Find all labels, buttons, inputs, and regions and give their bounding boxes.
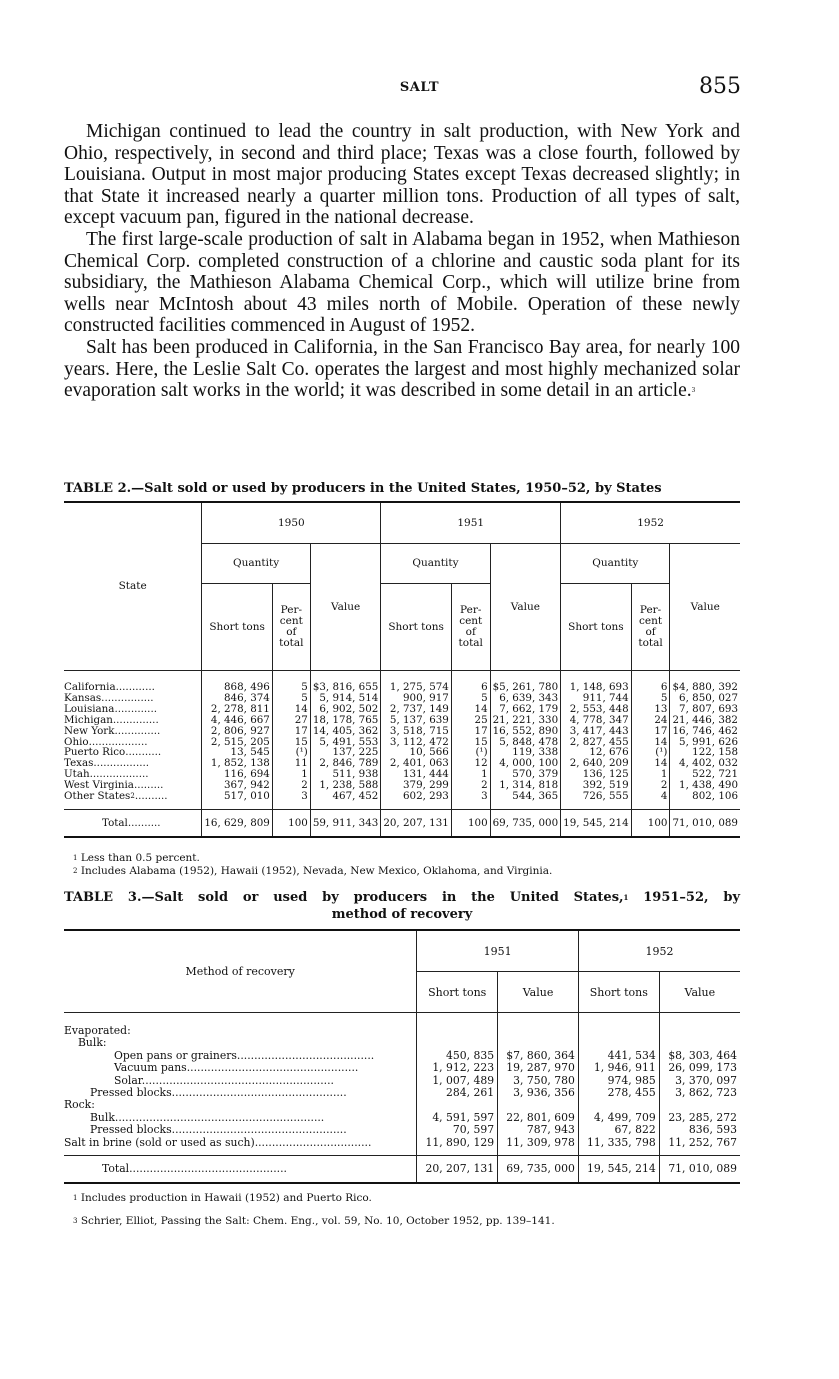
table-cell: 1 [451, 769, 490, 780]
table-cell: 17 [631, 726, 670, 737]
method-label [64, 1137, 417, 1156]
table-cell: 802, 106 [670, 791, 740, 809]
table-cell [578, 1037, 659, 1049]
table-cell: 11, 309, 978 [498, 1137, 579, 1156]
leader-dots: ........................................................ [141, 1073, 334, 1087]
method-label-text: Open pans or grainers [114, 1048, 237, 1062]
footnote-mark: 1 [73, 854, 78, 862]
table-cell: 71, 010, 089 [659, 1156, 740, 1184]
table-row [64, 791, 740, 809]
table-cell [659, 1013, 740, 1038]
table-cell: 522, 721 [670, 769, 740, 780]
leader-dots: ................. [93, 757, 150, 770]
table-cell [578, 1013, 659, 1038]
state-label: Other States [64, 790, 131, 803]
table-row [64, 737, 740, 748]
table-cell: 19, 287, 970 [498, 1062, 579, 1074]
table-cell [417, 1099, 498, 1111]
table-cell: 3, 750, 780 [498, 1075, 579, 1087]
table-cell: 2 [272, 780, 310, 791]
table-cell: 5 [272, 693, 310, 704]
method-label [64, 1013, 417, 1038]
table-cell: 5 [631, 693, 670, 704]
table-cell: 726, 555 [561, 791, 632, 809]
table-cell: 6 [451, 671, 490, 693]
table-cell: 5 [272, 671, 310, 693]
table-cell: 6 [631, 671, 670, 693]
body-text [64, 121, 740, 402]
method-label-text: Pressed blocks [90, 1086, 172, 1100]
table-cell: 1 [631, 769, 670, 780]
state-label: Kansas [64, 691, 102, 704]
short-tons-header: Short tons [417, 972, 498, 1013]
table-cell: 15 [272, 737, 310, 748]
table-cell: 5, 848, 478 [490, 737, 561, 748]
table-cell: 5, 991, 626 [670, 737, 740, 748]
table3-body [64, 1013, 740, 1156]
table-cell: 4, 000, 100 [490, 758, 561, 769]
leader-dots: .................................. [254, 1135, 372, 1149]
table-cell: 100 [631, 809, 670, 837]
table-cell: 5 [451, 693, 490, 704]
table-cell: 836, 593 [659, 1124, 740, 1136]
value-header: Value [659, 972, 740, 1013]
table-cell: 12, 676 [561, 747, 632, 758]
table-row [64, 726, 740, 737]
table-cell: 5, 914, 514 [310, 693, 381, 704]
table-cell: 3 [272, 791, 310, 809]
table-cell: 2 [451, 780, 490, 791]
table3 [64, 929, 740, 1184]
table-row [64, 671, 740, 693]
footnote [73, 852, 733, 865]
table-cell: 787, 943 [498, 1124, 579, 1136]
total-label-text: Total [102, 1161, 130, 1175]
total-label: Total.......... [64, 809, 202, 837]
table-row [64, 1087, 740, 1099]
table3-title-line2: method of recovery [331, 907, 473, 922]
table-cell: 4, 591, 597 [417, 1112, 498, 1124]
table-cell: 1, 852, 138 [202, 758, 273, 769]
table-cell: 70, 597 [417, 1124, 498, 1136]
table-cell: 13, 545 [202, 747, 273, 758]
table-cell: 974, 985 [578, 1075, 659, 1087]
table-cell: 12 [451, 758, 490, 769]
table-cell: 15 [451, 737, 490, 748]
table-cell: 3, 370, 097 [659, 1075, 740, 1087]
state-label: Puerto Rico [64, 746, 126, 759]
table-cell: 7, 662, 179 [490, 704, 561, 715]
total-label: Total.............................................. [64, 1156, 417, 1184]
table-cell: 4, 499, 709 [578, 1112, 659, 1124]
table-cell: (¹) [451, 747, 490, 758]
table-cell: 6, 902, 502 [310, 704, 381, 715]
year-header-1952: 1952 [561, 502, 740, 544]
table-cell: 5, 491, 553 [310, 737, 381, 748]
table-cell: 16, 746, 462 [670, 726, 740, 737]
footnote-ref-3: 3 [691, 386, 696, 395]
state-label: West Virginia [64, 779, 134, 792]
table3-title-line1 [64, 889, 740, 906]
method-label-text: Bulk [90, 1110, 115, 1124]
short-tons-header: Short tons [381, 584, 452, 671]
table-row [64, 1013, 740, 1038]
table-cell: 3, 936, 356 [498, 1087, 579, 1099]
table-cell: 1, 238, 588 [310, 780, 381, 791]
table-cell: (¹) [272, 747, 310, 758]
table-row [64, 1156, 740, 1184]
table-cell: $7, 860, 364 [498, 1050, 579, 1062]
footnote [73, 865, 733, 878]
method-label-text: Salt in brine (sold or used as such) [64, 1135, 255, 1149]
table-cell: 25 [451, 715, 490, 726]
leader-dots: ............ [115, 681, 155, 693]
table-cell: 7, 807, 693 [670, 704, 740, 715]
table3-footnotes [73, 1192, 733, 1228]
method-column-header: Method of recovery [64, 930, 417, 1013]
short-tons-header: Short tons [202, 584, 273, 671]
table-cell: 1, 912, 223 [417, 1062, 498, 1074]
quantity-header: Quantity [381, 544, 490, 584]
table-cell: 1, 007, 489 [417, 1075, 498, 1087]
footnote-text: Includes Alabama (1952), Hawaii (1952), Nevada, New Mexico, Oklahoma, and Virginia. [80, 865, 553, 877]
footnote-mark: 2 [130, 792, 135, 801]
table-cell: 116, 694 [202, 769, 273, 780]
table3-title-part: TABLE 3.—Salt sold or used by producers in the United States, [64, 890, 624, 905]
table-cell: 2, 401, 063 [381, 758, 452, 769]
state-name [64, 671, 202, 693]
table-cell: 11, 335, 798 [578, 1137, 659, 1156]
table-cell: 1, 438, 490 [670, 780, 740, 791]
leader-dots: .......... [134, 790, 168, 803]
table-cell: 1 [272, 769, 310, 780]
footnote [73, 1192, 733, 1205]
table-cell: 2, 846, 789 [310, 758, 381, 769]
method-label-text: Solar [114, 1073, 142, 1087]
table-cell: 2, 827, 455 [561, 737, 632, 748]
table-cell: 6, 850, 027 [670, 693, 740, 704]
page-footnote [73, 1215, 733, 1228]
table-cell: 14 [631, 758, 670, 769]
table-cell: 392, 519 [561, 780, 632, 791]
table-cell: 511, 938 [310, 769, 381, 780]
table-cell: (¹) [631, 747, 670, 758]
table2-total [64, 809, 740, 837]
table-cell: 3, 417, 443 [561, 726, 632, 737]
method-label-text: Evaporated: [64, 1024, 131, 1037]
table-cell: 69, 735, 000 [498, 1156, 579, 1184]
table-cell: 17 [451, 726, 490, 737]
table-cell: 1, 946, 911 [578, 1062, 659, 1074]
table-cell: 14 [272, 704, 310, 715]
table2 [64, 501, 740, 838]
table3-title-part: 1951–52, by [628, 890, 740, 905]
footnote-mark: 2 [73, 867, 78, 875]
table3-title-text [64, 890, 740, 905]
table-cell: 3, 862, 723 [659, 1087, 740, 1099]
table-cell: 71, 010, 089 [670, 809, 740, 837]
table-cell: 19, 545, 214 [578, 1156, 659, 1184]
table-cell: 846, 374 [202, 693, 273, 704]
table-cell: 24 [631, 715, 670, 726]
table-cell: 13 [631, 704, 670, 715]
table-cell: 4, 402, 032 [670, 758, 740, 769]
table-cell: 27 [272, 715, 310, 726]
short-tons-header: Short tons [561, 584, 632, 671]
table-cell: 4, 446, 667 [202, 715, 273, 726]
value-header: Value [310, 544, 381, 671]
table-cell: 131, 444 [381, 769, 452, 780]
table-cell: 450, 835 [417, 1050, 498, 1062]
table-row [64, 758, 740, 769]
table-cell: 59, 911, 343 [310, 809, 381, 837]
footnote-text: Schrier, Elliot, Passing the Salt: Chem. Eng., vol. 59, No. 10, October 1952, pp. 139–141. [80, 1215, 555, 1227]
table-cell: $8, 303, 464 [659, 1050, 740, 1062]
footnote-mark: 1 [73, 1194, 78, 1202]
table-cell: 379, 299 [381, 780, 452, 791]
footnote-text: Includes production in Hawaii (1952) and Puerto Rico. [80, 1192, 372, 1204]
table-cell: 2, 515, 205 [202, 737, 273, 748]
state-label: Utah [64, 768, 90, 781]
table-cell: 136, 125 [561, 769, 632, 780]
table-cell: 16, 552, 890 [490, 726, 561, 737]
table-cell: 441, 534 [578, 1050, 659, 1062]
table-cell [498, 1099, 579, 1111]
table-cell [417, 1013, 498, 1038]
table-row [64, 809, 740, 837]
table-cell: $4, 880, 392 [670, 671, 740, 693]
state-name [64, 791, 202, 809]
table-cell: 911, 744 [561, 693, 632, 704]
year-header-1951: 1951 [381, 502, 561, 544]
table-cell: 544, 365 [490, 791, 561, 809]
table-cell: 11 [272, 758, 310, 769]
state-label: Louisiana [64, 702, 115, 715]
leader-dots: ................ [101, 691, 154, 704]
table-cell: 119, 338 [490, 747, 561, 758]
table-cell: 23, 285, 272 [659, 1112, 740, 1124]
table-cell: 2 [631, 780, 670, 791]
state-label: California [64, 681, 116, 693]
running-head [0, 74, 839, 104]
total-label-text: Total [102, 816, 128, 829]
value-header: Value [490, 544, 561, 671]
leader-dots: .................. [88, 735, 148, 748]
table-cell: 1, 148, 693 [561, 671, 632, 693]
table-cell: 20, 207, 131 [417, 1156, 498, 1184]
table-cell: 868, 496 [202, 671, 273, 693]
table-cell: 1, 275, 574 [381, 671, 452, 693]
table-cell [659, 1037, 740, 1049]
method-label-text: Vacuum pans [114, 1061, 187, 1075]
table-cell: 14 [451, 704, 490, 715]
table-cell: 11, 890, 129 [417, 1137, 498, 1156]
table-cell: 1, 314, 818 [490, 780, 561, 791]
table-cell: 4 [631, 791, 670, 809]
running-title: SALT [399, 80, 440, 95]
table-cell: 21, 446, 382 [670, 715, 740, 726]
table-cell: 67, 822 [578, 1124, 659, 1136]
table-cell: 18, 178, 765 [310, 715, 381, 726]
table-cell: 900, 917 [381, 693, 452, 704]
leader-dots: ............. [114, 702, 158, 715]
table-cell: 467, 452 [310, 791, 381, 809]
quantity-header: Quantity [561, 544, 670, 584]
leader-dots: ........................................ [236, 1048, 375, 1062]
table-cell [498, 1037, 579, 1049]
short-tons-header: Short tons [578, 972, 659, 1013]
table-cell: 26, 099, 173 [659, 1062, 740, 1074]
table-cell: 20, 207, 131 [381, 809, 452, 837]
value-header: Value [498, 972, 579, 1013]
table-cell: 2, 640, 209 [561, 758, 632, 769]
table-cell: 602, 293 [381, 791, 452, 809]
paragraph-3 [64, 337, 740, 402]
table-cell: 22, 801, 609 [498, 1112, 579, 1124]
table-cell: 21, 221, 330 [490, 715, 561, 726]
leader-dots: ......... [133, 779, 164, 792]
leader-dots: ............................................................. [114, 1110, 325, 1124]
quantity-header: Quantity [202, 544, 310, 584]
table-cell: 2, 737, 149 [381, 704, 452, 715]
table3-total [64, 1156, 740, 1184]
table-cell: 3, 112, 472 [381, 737, 452, 748]
table-row [64, 715, 740, 726]
table2-footnotes [73, 852, 733, 878]
table-row [64, 1137, 740, 1156]
table-cell [659, 1099, 740, 1111]
table-cell: 278, 455 [578, 1087, 659, 1099]
paragraph-2: The first large-scale production of salt in Alabama began in 1952, when Mathieson Chemical Corp. completed construction of a chlorine and caustic soda plant for its subsidiary, the Mathieson Alabama Chemical Corp., which will utilize brine from wells near McIntosh about 43 miles north of Mobile. Operation of these newly constructed facilities commenced in August of 1952. [64, 228, 740, 337]
table3-title [64, 889, 740, 923]
value-header: Value [670, 544, 740, 671]
table-cell: 16, 629, 809 [202, 809, 273, 837]
table-cell: 122, 158 [670, 747, 740, 758]
table-cell: 2, 806, 927 [202, 726, 273, 737]
table-cell: 2, 553, 448 [561, 704, 632, 715]
table-cell: 17 [272, 726, 310, 737]
year-header-1950: 1950 [202, 502, 381, 544]
table-cell: 100 [451, 809, 490, 837]
table-cell: 5, 137, 639 [381, 715, 452, 726]
leader-dots: ........... [125, 746, 162, 759]
method-label-text: Rock: [64, 1098, 95, 1112]
table-cell: 69, 735, 000 [490, 809, 561, 837]
leader-dots: .................. [89, 768, 149, 781]
year-header-1951: 1951 [417, 930, 579, 972]
percent-header: Per- cent of total [451, 584, 490, 671]
table2-body [64, 671, 740, 810]
table-cell: 284, 261 [417, 1087, 498, 1099]
table-cell: 3, 518, 715 [381, 726, 452, 737]
footnote-mark: 1 [623, 893, 629, 902]
table-cell: 10, 566 [381, 747, 452, 758]
table-cell: 517, 010 [202, 791, 273, 809]
table-cell: 19, 545, 214 [561, 809, 632, 837]
state-label: Michigan [64, 713, 113, 726]
table-cell: 367, 942 [202, 780, 273, 791]
footnote-text: Less than 0.5 percent. [80, 852, 200, 864]
leader-dots: .................................................. [186, 1061, 359, 1075]
table-cell: 2, 278, 811 [202, 704, 273, 715]
percent-header: Per- cent of total [631, 584, 670, 671]
paragraph-1: Michigan continued to lead the country in salt production, with New York and Ohio, respectively, in second and third place; Texas was a close fourth, followed by Louisiana. Output in most major producing States except Texas decreased slightly; in that State it increased nearly a quarter million tons. Production of all types of salt, except vacuum pan, figured in the national decrease. [64, 121, 740, 229]
leader-dots: .............. [112, 713, 159, 726]
table2-title: TABLE 2.—Salt sold or used by producers in the United States, 1950–52, by States [64, 481, 662, 496]
table-cell [498, 1013, 579, 1038]
paragraph-3-text: Salt has been produced in California, in the San Francisco Bay area, for nearly 100 years. Here, the Leslie Salt Co. operates the largest and most highly mechanized solar evaporation salt works in the world; it was described in some detail in an article. [64, 336, 740, 402]
table-cell: 11, 252, 767 [659, 1137, 740, 1156]
table-row [64, 769, 740, 780]
leader-dots: ................................................... [171, 1086, 347, 1100]
leader-dots: ................................................... [171, 1123, 347, 1137]
table-cell: 100 [272, 809, 310, 837]
method-label [64, 1087, 417, 1099]
table-cell: 3 [451, 791, 490, 809]
table-cell [578, 1099, 659, 1111]
table-cell: 137, 225 [310, 747, 381, 758]
state-label: Ohio [64, 735, 89, 748]
leader-dots: .............. [114, 724, 161, 737]
method-label-text: Pressed blocks [90, 1123, 172, 1137]
state-column-header: State [64, 502, 202, 671]
percent-header: Per- cent of total [272, 584, 310, 671]
page-number: 855 [699, 74, 741, 99]
table-cell: 6, 639, 343 [490, 693, 561, 704]
footnote-mark: 3 [73, 1217, 78, 1225]
table-cell: $5, 261, 780 [490, 671, 561, 693]
state-label: New York [64, 724, 115, 737]
state-label: Texas [64, 757, 94, 770]
table-cell [417, 1037, 498, 1049]
table-cell: $3, 816, 655 [310, 671, 381, 693]
table-cell: 4, 778, 347 [561, 715, 632, 726]
method-label-text: Bulk: [78, 1036, 107, 1050]
table-cell: 570, 379 [490, 769, 561, 780]
year-header-1952: 1952 [578, 930, 740, 972]
table-cell: 14 [631, 737, 670, 748]
table-cell: 14, 405, 362 [310, 726, 381, 737]
